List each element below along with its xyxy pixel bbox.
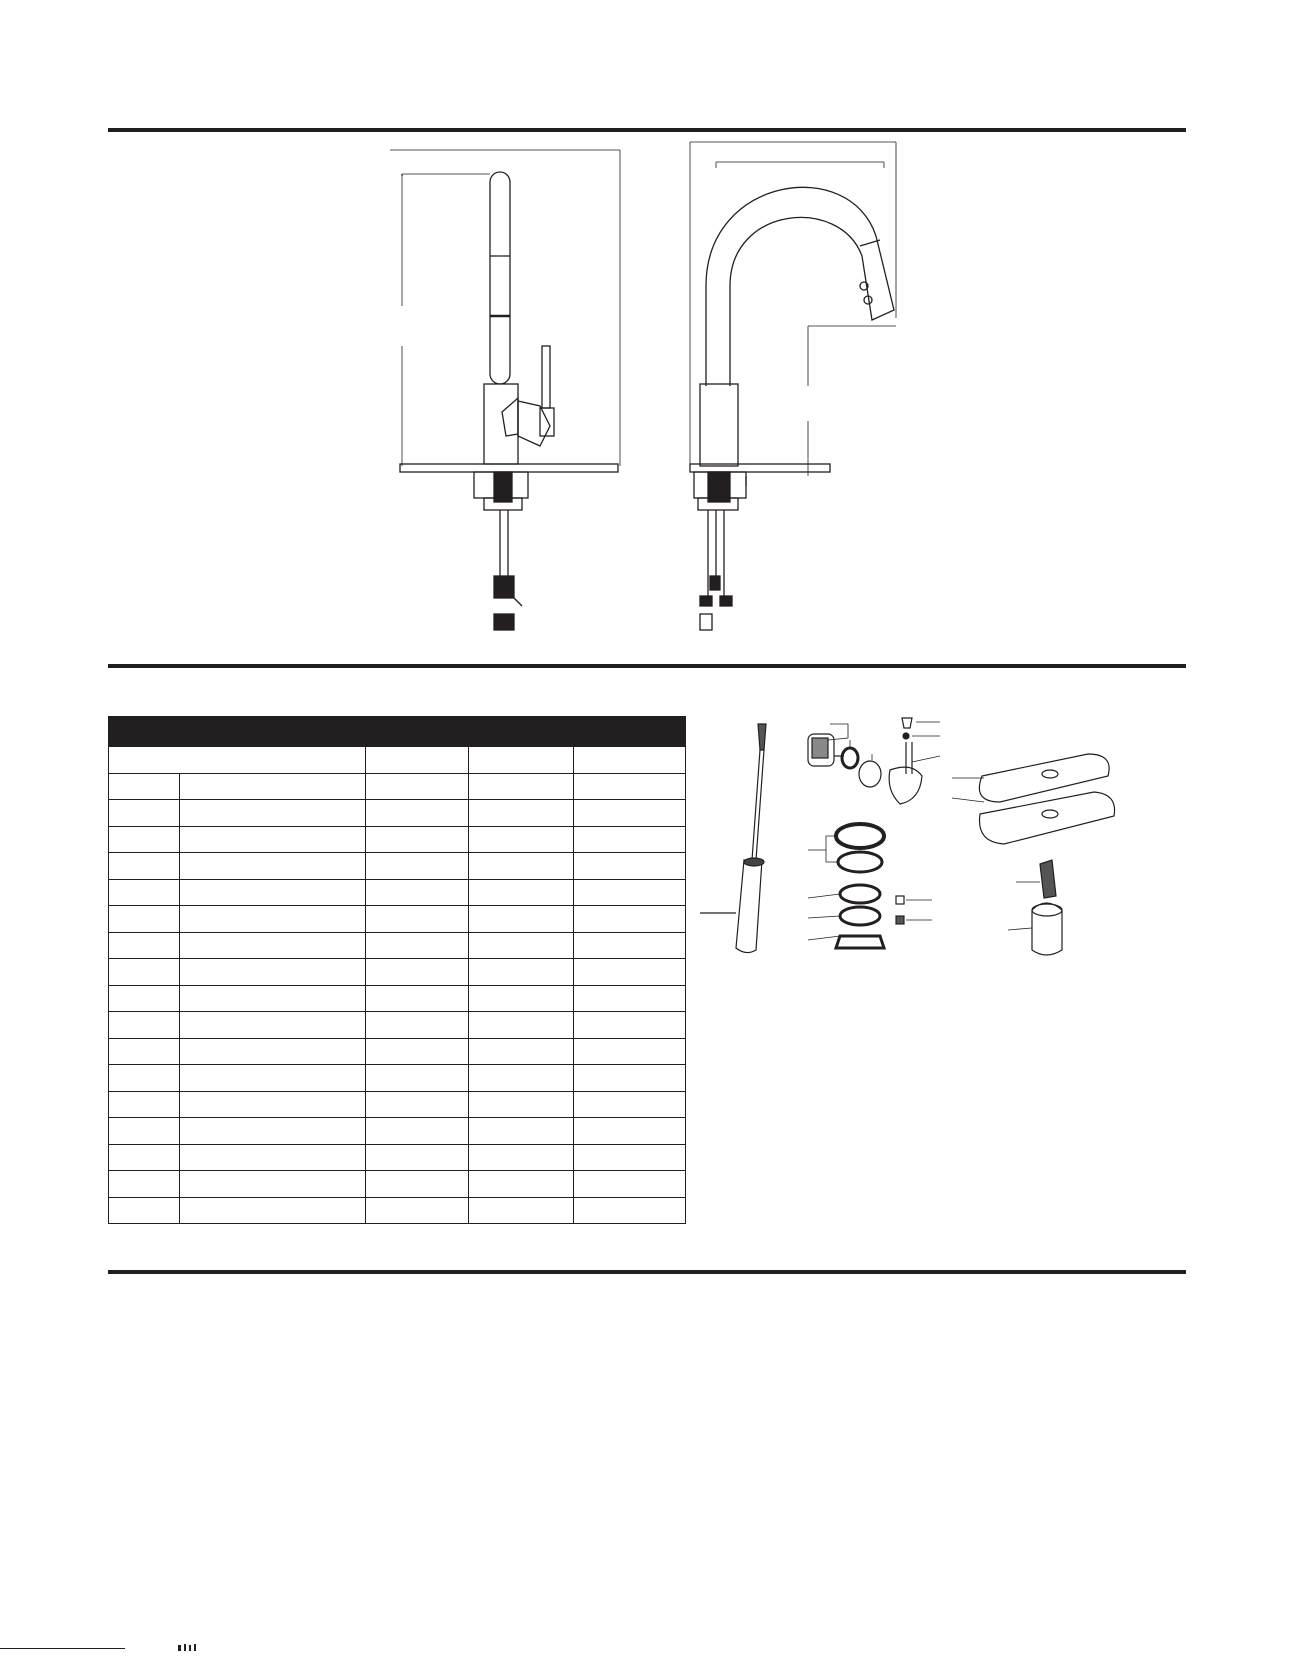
table-cell xyxy=(366,853,469,880)
table-cell xyxy=(469,932,574,959)
header-col-2 xyxy=(366,747,469,774)
table-cell xyxy=(574,1065,686,1092)
table-cell xyxy=(109,1065,180,1092)
table-cell xyxy=(180,853,366,880)
table-cell xyxy=(469,1012,574,1039)
table-cell xyxy=(574,1012,686,1039)
section-rule-bottom xyxy=(108,1270,1186,1274)
table-cell xyxy=(574,853,686,880)
table-cell xyxy=(469,1091,574,1118)
table-cell xyxy=(574,1171,686,1198)
table-row xyxy=(109,985,686,1012)
table-cell xyxy=(180,1197,366,1224)
table-cell xyxy=(574,985,686,1012)
table-row xyxy=(109,1197,686,1224)
table-cell xyxy=(574,959,686,986)
table-cell xyxy=(180,1038,366,1065)
table-cell xyxy=(366,1197,469,1224)
table-row xyxy=(109,1091,686,1118)
table-cell xyxy=(469,959,574,986)
table-cell xyxy=(109,1144,180,1171)
table-cell xyxy=(109,1038,180,1065)
table-cell xyxy=(469,1171,574,1198)
table-cell xyxy=(469,1118,574,1145)
table-cell xyxy=(574,879,686,906)
table-cell xyxy=(109,800,180,827)
parts-table-title-row xyxy=(109,717,686,747)
table-cell xyxy=(469,985,574,1012)
table-cell xyxy=(109,1171,180,1198)
table-cell xyxy=(109,1091,180,1118)
table-cell xyxy=(366,1144,469,1171)
table-cell xyxy=(574,1197,686,1224)
table-cell xyxy=(469,1065,574,1092)
table-cell xyxy=(366,826,469,853)
header-col-3 xyxy=(469,747,574,774)
table-cell xyxy=(180,879,366,906)
table-row xyxy=(109,800,686,827)
table-cell xyxy=(366,1091,469,1118)
faucet-front-view-diagram xyxy=(680,136,920,636)
table-cell xyxy=(574,826,686,853)
table-cell xyxy=(366,932,469,959)
parts-list-table xyxy=(108,716,686,1224)
table-row xyxy=(109,1144,686,1171)
table-cell xyxy=(180,959,366,986)
table-cell xyxy=(574,932,686,959)
table-row xyxy=(109,1038,686,1065)
table-cell xyxy=(366,1012,469,1039)
table-cell xyxy=(366,1171,469,1198)
table-cell xyxy=(366,959,469,986)
table-cell xyxy=(180,1144,366,1171)
footer-line xyxy=(0,1648,125,1649)
table-cell xyxy=(574,1038,686,1065)
table-cell xyxy=(366,985,469,1012)
table-cell xyxy=(180,906,366,933)
section-rule-top xyxy=(108,128,1186,132)
faucet-side-view-diagram xyxy=(390,136,650,636)
table-cell xyxy=(109,932,180,959)
table-cell xyxy=(109,985,180,1012)
table-cell xyxy=(109,906,180,933)
table-row xyxy=(109,826,686,853)
table-cell xyxy=(469,800,574,827)
header-col-4 xyxy=(574,747,686,774)
table-row xyxy=(109,1171,686,1198)
table-cell xyxy=(469,1038,574,1065)
table-cell xyxy=(109,1012,180,1039)
table-cell xyxy=(574,773,686,800)
footer-mark-glyph xyxy=(178,1642,204,1652)
table-cell xyxy=(574,1118,686,1145)
table-cell xyxy=(366,906,469,933)
exploded-parts-diagram xyxy=(700,710,1190,1010)
table-cell xyxy=(366,773,469,800)
table-row xyxy=(109,773,686,800)
table-cell xyxy=(469,1144,574,1171)
table-cell xyxy=(109,959,180,986)
table-cell xyxy=(366,879,469,906)
table-cell xyxy=(574,1091,686,1118)
table-row xyxy=(109,1012,686,1039)
table-row xyxy=(109,959,686,986)
table-row xyxy=(109,1065,686,1092)
table-row xyxy=(109,932,686,959)
table-cell xyxy=(366,800,469,827)
table-cell xyxy=(366,1065,469,1092)
table-row xyxy=(109,879,686,906)
table-cell xyxy=(180,1118,366,1145)
table-cell xyxy=(109,853,180,880)
table-cell xyxy=(180,1091,366,1118)
table-cell xyxy=(469,826,574,853)
table-row xyxy=(109,1118,686,1145)
parts-table-title xyxy=(109,717,686,747)
table-cell xyxy=(180,773,366,800)
table-cell xyxy=(180,800,366,827)
header-part xyxy=(109,747,366,774)
section-rule-middle xyxy=(108,664,1186,668)
table-cell xyxy=(574,800,686,827)
table-cell xyxy=(109,826,180,853)
table-cell xyxy=(469,853,574,880)
table-cell xyxy=(180,985,366,1012)
table-cell xyxy=(469,879,574,906)
table-cell xyxy=(180,932,366,959)
table-cell xyxy=(469,906,574,933)
table-cell xyxy=(366,1038,469,1065)
table-cell xyxy=(574,906,686,933)
table-row xyxy=(109,853,686,880)
table-cell xyxy=(469,1197,574,1224)
table-cell xyxy=(109,1197,180,1224)
parts-table-header-row xyxy=(109,747,686,774)
table-cell xyxy=(180,826,366,853)
table-cell xyxy=(180,1065,366,1092)
table-cell xyxy=(366,1118,469,1145)
table-cell xyxy=(574,1144,686,1171)
table-cell xyxy=(180,1012,366,1039)
table-cell xyxy=(469,773,574,800)
table-cell xyxy=(109,879,180,906)
table-cell xyxy=(109,773,180,800)
table-cell xyxy=(109,1118,180,1145)
table-row xyxy=(109,906,686,933)
table-cell xyxy=(180,1171,366,1198)
